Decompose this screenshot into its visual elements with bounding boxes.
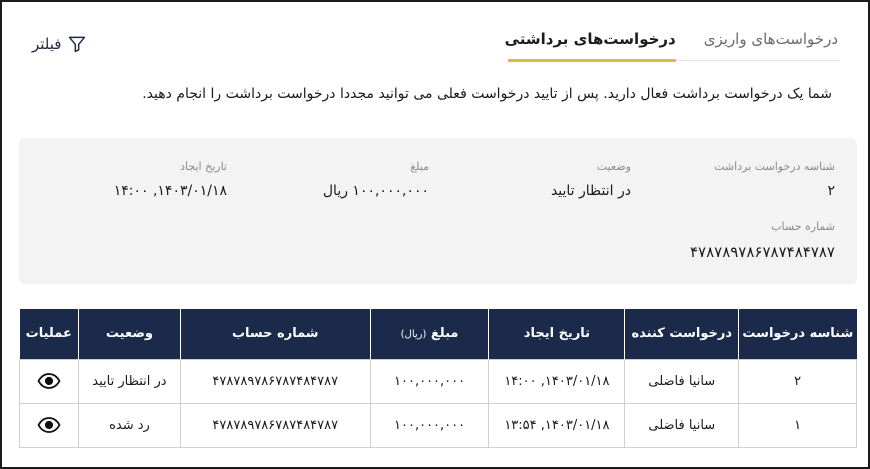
- cell-actions: [20, 359, 79, 403]
- cell-requester: سانیا فاضلی: [625, 359, 739, 403]
- filter-icon: [67, 34, 87, 54]
- tab-active-indicator: [508, 59, 676, 62]
- col-header-status: وضعیت: [79, 309, 181, 359]
- col-header-amount: [370, 309, 489, 359]
- table-header-row: [20, 309, 857, 359]
- request-id-value: ۲: [827, 183, 835, 199]
- filter-label: فیلتر: [32, 35, 62, 53]
- account-label: شماره حساب: [771, 220, 835, 233]
- cell-id: ۱: [739, 403, 857, 447]
- active-request-notice: شما یک درخواست برداشت فعال دارید. پس از تایید درخواست فعلی می توانید مجددا درخواست برداشت را انجام دهید.: [142, 86, 832, 102]
- created-value: ۱۴۰۳/۰۱/۱۸, ۱۴:۰۰: [113, 183, 227, 199]
- status-label: وضعیت: [596, 160, 631, 173]
- status-field: [551, 160, 631, 199]
- col-header-created: تاریخ ایجاد: [489, 309, 625, 359]
- amount-value: ۱۰۰,۰۰۰,۰۰۰ ریال: [322, 183, 429, 199]
- cell-amount: ۱۰۰,۰۰۰,۰۰۰: [370, 403, 489, 447]
- cell-created: ۱۴۰۳/۰۱/۱۸, ۱۴:۰۰: [489, 359, 625, 403]
- active-request-card: [19, 138, 857, 284]
- cell-account: ۴۷۸۷۸۹۷۸۶۷۸۷۴۸۴۷۸۷: [180, 403, 370, 447]
- col-header-requester: درخواست کننده: [625, 309, 739, 359]
- eye-icon[interactable]: [37, 372, 61, 390]
- account-value: ۴۷۸۷۸۹۷۸۶۷۸۷۴۸۴۷۸۷: [689, 243, 835, 261]
- amount-field: [323, 160, 429, 199]
- cell-status: رد شده: [79, 403, 181, 447]
- table-row: [20, 403, 857, 447]
- created-field: [114, 160, 227, 199]
- request-id-field: [714, 160, 835, 199]
- cell-requester: سانیا فاضلی: [625, 403, 739, 447]
- created-label: تاریخ ایجاد: [180, 160, 227, 173]
- cell-account: ۴۷۸۷۸۹۷۸۶۷۸۷۴۸۴۷۸۷: [180, 359, 370, 403]
- cell-id: ۲: [739, 359, 857, 403]
- cell-created: ۱۴۰۳/۰۱/۱۸, ۱۳:۵۴: [489, 403, 625, 447]
- request-id-label: شناسه درخواست برداشت: [714, 160, 835, 173]
- cell-amount: ۱۰۰,۰۰۰,۰۰۰: [370, 359, 489, 403]
- filter-button[interactable]: [32, 34, 87, 54]
- tab-bar: [477, 22, 838, 58]
- amount-label: مبلغ: [410, 160, 429, 173]
- col-header-account: شماره حساب: [180, 309, 370, 359]
- tab-withdrawal-requests[interactable]: درخواست‌های برداشتی: [504, 30, 676, 48]
- cell-status: در انتظار تایید: [79, 359, 181, 403]
- tab-deposit-requests[interactable]: درخواست‌های واریزی: [703, 30, 838, 48]
- cell-actions: [20, 403, 79, 447]
- col-header-id: شناسه درخواست: [739, 309, 857, 359]
- col-header-amount-unit: (ریال): [400, 329, 427, 341]
- account-field: [690, 220, 835, 261]
- withdrawal-requests-table: [19, 309, 857, 448]
- col-header-actions: عملیات: [20, 309, 79, 359]
- table-row: [20, 359, 857, 403]
- status-value: در انتظار تایید: [550, 183, 631, 199]
- col-header-amount-label: مبلغ: [430, 326, 459, 342]
- eye-icon[interactable]: [37, 416, 61, 434]
